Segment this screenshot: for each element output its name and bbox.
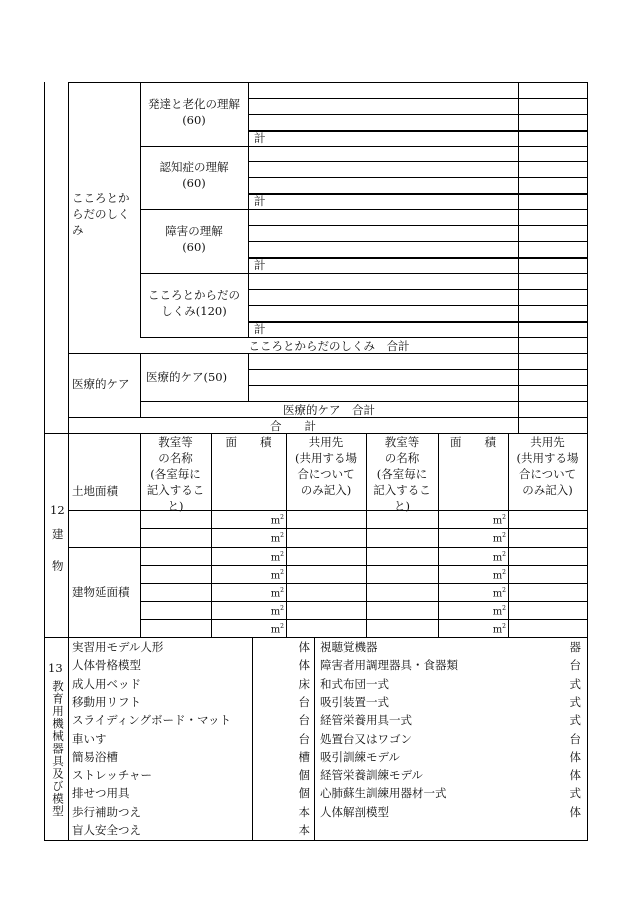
section-number-12: 12 [50, 503, 65, 517]
unit-sup: 2 [280, 569, 284, 576]
sq-meter-unit [264, 530, 284, 545]
table-rule [366, 433, 367, 638]
equipment-name: 障害者用調理器具・食器類 [320, 658, 458, 673]
table-rule [211, 433, 212, 638]
unit-sup: 2 [280, 514, 284, 521]
sq-meter-unit [264, 585, 284, 600]
sq-meter-unit [264, 567, 284, 582]
table-rule [248, 161, 588, 162]
sq-meter-unit [486, 621, 506, 636]
table-rule [140, 433, 141, 638]
table-rule [140, 583, 588, 584]
area-label-iryo: 医療的ケア [72, 377, 130, 391]
table-rule [140, 565, 588, 566]
unit-m: m [270, 606, 281, 618]
table-rule [248, 289, 588, 290]
table-rule [248, 225, 588, 226]
equipment-name: 吸引訓練モデル [320, 749, 400, 764]
table-rule [68, 82, 69, 434]
unit-sup: 2 [280, 532, 284, 539]
header-room-1: 教室等 の名称 (各室毎に 記入するこ と) [146, 435, 205, 513]
sq-meter-unit [486, 585, 506, 600]
subject-name-iryo: 医療的ケア(50) [146, 370, 228, 384]
equipment-name: 心肺蘇生訓練用器材一式 [320, 786, 447, 801]
unit-sup: 2 [502, 532, 506, 539]
equipment-name: スライディングボード・マット [72, 713, 232, 728]
equipment-unit: 式 [569, 694, 581, 709]
equipment-unit: 体 [298, 658, 310, 673]
header-room-2: 教室等 の名称 (各室毎に 記入するこ と) [373, 435, 431, 513]
unit-m: m [492, 570, 503, 582]
equipment-name: 歩行補助つえ [72, 804, 141, 819]
unit-sup: 2 [280, 623, 284, 630]
table-rule [248, 305, 588, 306]
equipment-unit: 台 [569, 658, 581, 673]
unit-m: m [270, 624, 281, 636]
table-rule [248, 353, 249, 402]
subtotal-label: 計 [254, 194, 266, 208]
header-shared-2: 共用先 (共用する場 合について のみ記入) [516, 435, 579, 497]
equipment-unit: 式 [569, 713, 581, 728]
equipment-unit: 体 [569, 749, 581, 764]
equipment-unit: 個 [298, 768, 310, 783]
table-rule [248, 194, 588, 195]
table-rule [140, 146, 588, 147]
equipment-name: 実習用モデル人形 [72, 640, 164, 654]
subtotal-label: 計 [254, 258, 266, 272]
section-divider [44, 637, 588, 638]
outer-right-border [587, 82, 588, 841]
table-rule [248, 114, 588, 115]
table-rule [140, 601, 588, 602]
bottom-border [44, 840, 588, 841]
sq-meter-unit [486, 567, 506, 582]
section-number-13: 13 [48, 661, 63, 675]
unit-m: m [270, 515, 281, 527]
unit-m: m [492, 606, 503, 618]
equipment-unit: 体 [298, 640, 310, 654]
unit-sup: 2 [280, 551, 284, 558]
sq-meter-unit [486, 603, 506, 618]
equipment-name: 経管栄養用具一式 [320, 713, 412, 728]
header-area-1: 面 積 [225, 435, 272, 449]
equipment-name: 吸引装置一式 [320, 694, 389, 709]
table-rule [248, 177, 588, 178]
table-rule [140, 209, 141, 274]
header-area-2: 面 積 [450, 435, 496, 449]
equipment-name: 移動用リフト [72, 694, 141, 709]
equipment-name: 排せつ用具 [72, 786, 130, 801]
equipment-unit: 本 [298, 823, 310, 837]
table-rule [68, 547, 588, 548]
unit-m: m [492, 588, 503, 600]
table-rule [68, 637, 69, 841]
equipment-unit: 器 [569, 640, 581, 654]
unit-m: m [492, 533, 503, 545]
equipment-name: 人体解剖模型 [320, 804, 389, 819]
equipment-name: 和式布団一式 [320, 676, 389, 691]
table-rule [248, 385, 588, 386]
unit-sup: 2 [502, 551, 506, 558]
table-rule [248, 241, 588, 242]
table-rule [314, 637, 315, 841]
table-rule [248, 98, 588, 99]
top-border [68, 82, 588, 83]
equipment-name: 簡易浴槽 [72, 749, 118, 764]
equipment-name: 視聴覚機器 [320, 640, 378, 654]
unit-sup: 2 [502, 623, 506, 630]
outer-left-border [44, 82, 45, 841]
unit-m: m [270, 552, 281, 564]
sq-meter-unit [486, 530, 506, 545]
equipment-unit: 個 [298, 786, 310, 801]
unit-m: m [492, 552, 503, 564]
section-label-12: 建 物 [52, 527, 64, 573]
table-rule [140, 145, 141, 210]
equipment-unit: 本 [298, 804, 310, 819]
equipment-unit: 床 [298, 676, 310, 691]
land-area-label: 土地面積 [72, 484, 118, 498]
sq-meter-unit [264, 603, 284, 618]
equipment-name: 処置台又はワゴン [320, 731, 412, 746]
unit-m: m [492, 515, 503, 527]
table-rule [248, 369, 588, 370]
subtotal-label: 計 [254, 322, 266, 336]
unit-sup: 2 [502, 514, 506, 521]
equipment-unit: 台 [298, 731, 310, 746]
unit-sup: 2 [502, 569, 506, 576]
area-label-kokoro: こころとか らだのしく み [72, 191, 130, 237]
unit-sup: 2 [502, 587, 506, 594]
section-label-13: 教育用機械器具及び模型 [51, 680, 65, 818]
unit-m: m [270, 570, 281, 582]
equipment-name: ストレッチャー [72, 768, 153, 783]
table-rule [140, 619, 588, 620]
equipment-unit: 体 [569, 804, 581, 819]
equipment-name: 人体骨格模型 [72, 658, 141, 673]
table-rule [438, 433, 439, 638]
unit-m: m [270, 533, 281, 545]
sq-meter-unit [486, 512, 506, 527]
area-total-kokoro: こころとからだのしくみ 合計 [248, 339, 410, 353]
sq-meter-unit [264, 512, 284, 527]
table-rule [248, 322, 588, 323]
sq-meter-unit [486, 549, 506, 564]
equipment-unit: 式 [569, 676, 581, 691]
equipment-name: 車いす [72, 731, 107, 746]
table-rule [248, 131, 588, 132]
table-rule [248, 258, 588, 259]
subject-name: こころとからだの しくみ(120) [148, 288, 240, 318]
equipment-name: 経管栄養訓練モデル [320, 768, 423, 783]
unit-sup: 2 [280, 587, 284, 594]
grand-total-label: 合 計 [270, 419, 316, 433]
header-shared-1: 共用先 (共用する場 合について のみ記入) [295, 435, 357, 497]
table-rule [140, 209, 588, 210]
equipment-unit: 体 [569, 768, 581, 783]
equipment-unit: 式 [569, 786, 581, 801]
subject-name: 障害の理解 (60) [165, 224, 223, 254]
subtotal-label: 計 [254, 131, 266, 145]
subject-name: 発達と老化の理解 (60) [148, 97, 240, 127]
sq-meter-unit [264, 621, 284, 636]
table-rule [140, 528, 588, 529]
table-rule [140, 273, 588, 274]
table-rule [252, 637, 253, 841]
equipment-unit: 台 [298, 713, 310, 728]
table-rule [140, 82, 141, 147]
unit-m: m [492, 624, 503, 636]
sq-meter-unit [264, 549, 284, 564]
equipment-unit: 台 [569, 731, 581, 746]
area-total-iryo: 医療的ケア 合計 [283, 403, 375, 417]
unit-sup: 2 [502, 605, 506, 612]
unit-sup: 2 [280, 605, 284, 612]
equipment-name: 成人用ベッド [72, 676, 141, 691]
equipment-unit: 台 [298, 694, 310, 709]
subject-name: 認知症の理解 (60) [159, 160, 229, 190]
equipment-name: 盲人安全つえ [72, 823, 141, 837]
iryo-top [68, 353, 588, 354]
floor-area-label: 建物延面積 [72, 585, 130, 599]
equipment-unit: 槽 [298, 749, 310, 764]
table-rule [140, 273, 141, 338]
table-rule [68, 433, 69, 638]
unit-m: m [270, 588, 281, 600]
